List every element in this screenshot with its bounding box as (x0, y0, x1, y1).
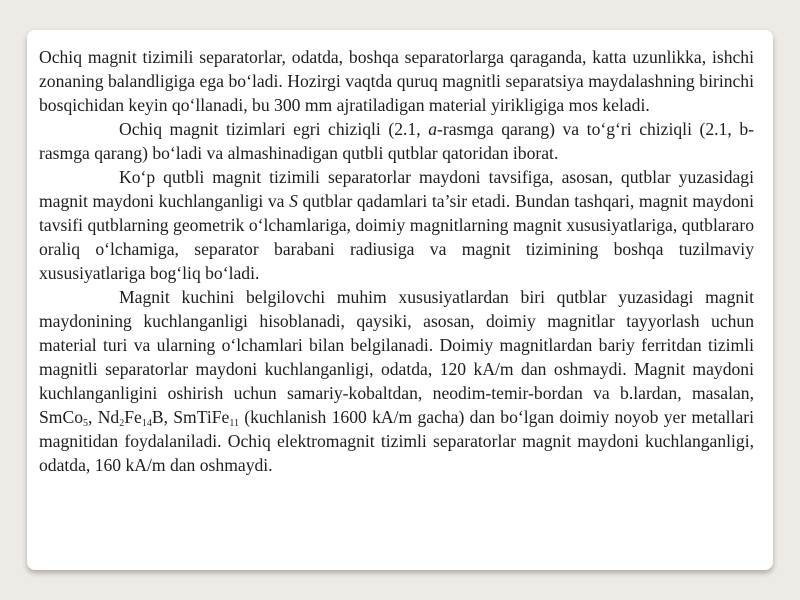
paragraph-3-italic: S (289, 191, 298, 211)
paragraph-3 (39, 165, 754, 285)
paragraph-2-text-a: Ochiq magnit tizimlari egri chiziqli (2.1, (119, 119, 429, 139)
paragraph-3-text-b: qutblar qadamlari ta’sir etadi. Bundan tashqari, magnit maydoni tavsifi qutblarning geometrik o‘lchamlariga, doimiy magnitlarning magnit xususiyatlariga, qutblararo oraliq o‘lchamiga, separator barabani radiusiga va magnit tizimining boshqa tuzilmaviy xususiyatlariga bog‘liq bo‘ladi. (39, 191, 754, 283)
paragraph-4-text-a: Magnit kuchini belgilovchi muhim xususiyatlardan biri qutblar yuzasidagi magnit maydonining kuchlanganligi hisoblanadi, qaysiki, asosan, doimiy magnitlar tayyorlash uchun material turi va ularning o‘lchamlari bilan belgilanadi. Doimiy magnitlardan bariy ferritdan tizimli magnitli separatorlar maydoni kuchlanganligi, odatda, 120 kA/m dan oshmaydi. Magnit maydoni kuchlanganligini oshirish uchun samariy-kobaltdan, neodim-temir-bordan va b.lardan, masalan, (39, 287, 754, 403)
paragraph-4-text-b: (kuchlanish 1600 kA/m gacha) dan bo‘lgan doimiy noyob yer metallari magnitidan foydalaniladi. Ochiq elektromagnit tizimli separatorlar magnit maydoni kuchlanganligi, odatda, 160 kA/m dan oshmaydi. (39, 407, 755, 475)
document-body (39, 45, 754, 477)
paragraph-2-text-b: -rasmga qarang) va to‘g‘ri chiziqli (2.1, b-rasmga qarang) bo‘ladi va almashinadigan qutbli qutblar qatoridan iborat. (39, 119, 754, 163)
formula-smtife11: SmTiFe$_{11}$ (173, 407, 239, 429)
formula-ndfeb: $Nd_2Fe_{14}B$ (97, 407, 164, 429)
paragraph-2-italic: a (428, 119, 437, 139)
paragraph-4: Magnit kuchini belgilovchi muhim xususiyatlardan biri qutblar yuzasidagi magnit maydonining kuchlanganligi hisoblanadi, qaysiki, asosan, doimiy magnitlar tayyorlash uchun material turi va ularning o‘lchamlari bilan belgilanadi. Doimiy magnitlardan bariy ferritdan tizimli magnitli separatorlar maydoni kuchlanganligi, odatda, 120 kA/m dan oshmaydi. Magnit maydoni kuchlanganligini oshirish uchun samariy-kobaltdan, neodim-temir-bordan va b.lardan, masalan, SmCo$_5$, $Nd_2Fe_{14}B$, SmTiFe$_{11}$ (kuchlanish 1600 kA/m gacha) dan bo‘lgan doimiy noyob yer metallari magnitidan foydalaniladi. Ochiq elektromagnit tizimli separatorlar magnit maydoni kuchlanganligi, odatda, 160 kA/m dan oshmaydi. (39, 287, 755, 475)
paragraph-3-text-a: Ko‘p qutbli magnit tizimili separatorlar maydoni tavsifiga, asosan, qutblar yuzasidagi magnit maydoni kuchlanganligi va (39, 167, 754, 211)
formula-smco5: SmCo$_5$ (39, 407, 89, 429)
paragraph-1: Ochiq magnit tizimili separatorlar, odatda, boshqa separatorlarga qaraganda, katta uzunlikka, ishchi zonaning balandligiga ega bo‘ladi. Hozirgi vaqtda quruq magnitli separatsiya maydalashning birinchi bosqichidan keyin qo‘llanadi, bu 300 mm ajratiladigan material yirikligiga mos keladi. (39, 47, 754, 115)
paragraph-2 (39, 117, 754, 165)
